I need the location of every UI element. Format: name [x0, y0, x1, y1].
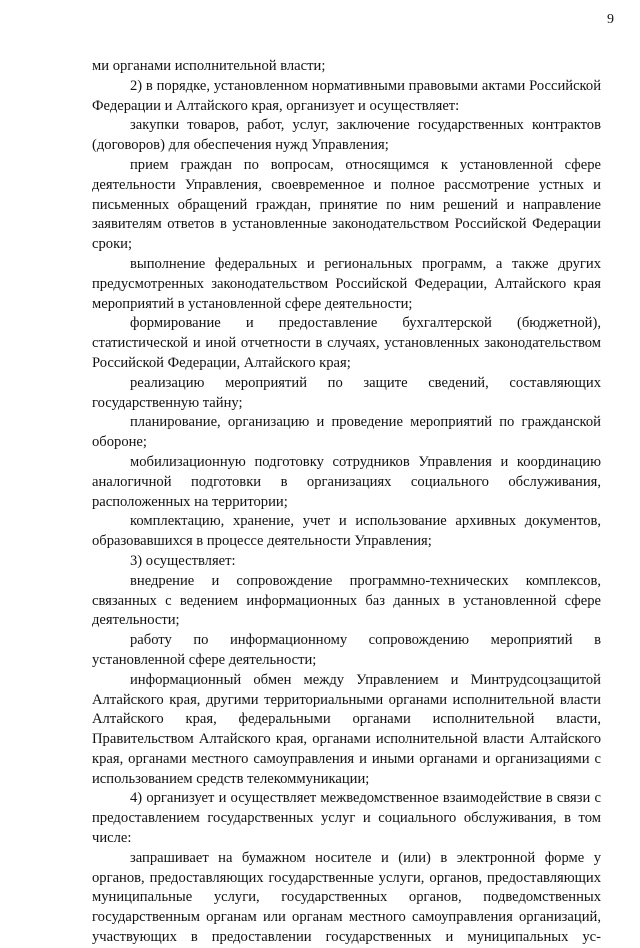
paragraph: внедрение и сопровождение программно-технических комплексов, связанных с ведением информационных баз данных в установленной сфере деятельности; — [92, 572, 601, 629]
paragraph: работу по информационному сопровождению мероприятий в установленной сфере деятельности; — [92, 632, 601, 668]
section-heading: 3) осуществляет: — [130, 552, 236, 569]
paragraph: комплектацию, хранение, учет и использование архивных документов, образовавшихся в процессе деятельности Управления; — [92, 513, 601, 550]
paragraph: запрашивает на бумажном носителе и (или) в электронной форме у органов, предоставляющих государственные услуги, органов, предоставляющих муниципальные услуги, государственных органов, подведомственных государственным органам или органам местного самоуправления организаций, участвующих в предоставлении государственных и муниципальных ус- — [92, 849, 601, 946]
paragraph: 2) в порядке, установленном нормативными правовыми актами Российской Федерации и Алтайского края, организует и осуществляет: — [92, 77, 601, 114]
paragraph: закупки товаров, работ, услуг, заключение государственных контрактов (договоров) для обеспечения нужд Управления; — [92, 117, 601, 154]
paragraph: мобилизационную подготовку сотрудников Управления и координацию аналогичной подготовки в организациях социального обслуживания, расположенных на территории; — [92, 453, 601, 510]
paragraph: информационный обмен между Управлением и Минтрудсоцзащитой Алтайского края, другими территориальными органами исполнительной власти Алтайского края, федеральными органами исполнительной власти, Правительством Алтайского края, органами исполнительной власти Алтайского края, органами местного самоуправления и иными органами и организациями с использованием средств телекоммуникации; — [92, 671, 601, 787]
paragraph: выполнение федеральных и региональных программ, а также других предусмотренных законодательством Российской Федерации, Алтайского края мероприятий в установленной сфере деятельности; — [92, 255, 601, 312]
paragraph: прием граждан по вопросам, относящимся к установленной сфере деятельности Управления, своевременное и полное рассмотрение устных и письменных обращений граждан, принятие по ним решений и направление заявителям ответов в установленные законодательством Российской Федерации сроки; — [92, 156, 601, 253]
paragraph: формирование и предоставление бухгалтерской (бюджетной), статистической и иной отчетности в случаях, установленных законодательством Российской Федерации, Алтайского края; — [92, 315, 601, 371]
paragraph: реализацию мероприятий по защите сведений, составляющих государственную тайну; — [92, 374, 601, 411]
paragraph: 4) организует и осуществляет межведомственное взаимодействие в связи с предоставлением государственных услуг и социального обслуживания, в том числе: — [92, 790, 601, 847]
document-body — [92, 57, 601, 948]
page-number: 9 — [607, 12, 614, 27]
paragraph: ми органами исполнительной власти; — [92, 58, 326, 74]
paragraph: планирование, организацию и проведение мероприятий по гражданской обороне; — [92, 414, 601, 451]
